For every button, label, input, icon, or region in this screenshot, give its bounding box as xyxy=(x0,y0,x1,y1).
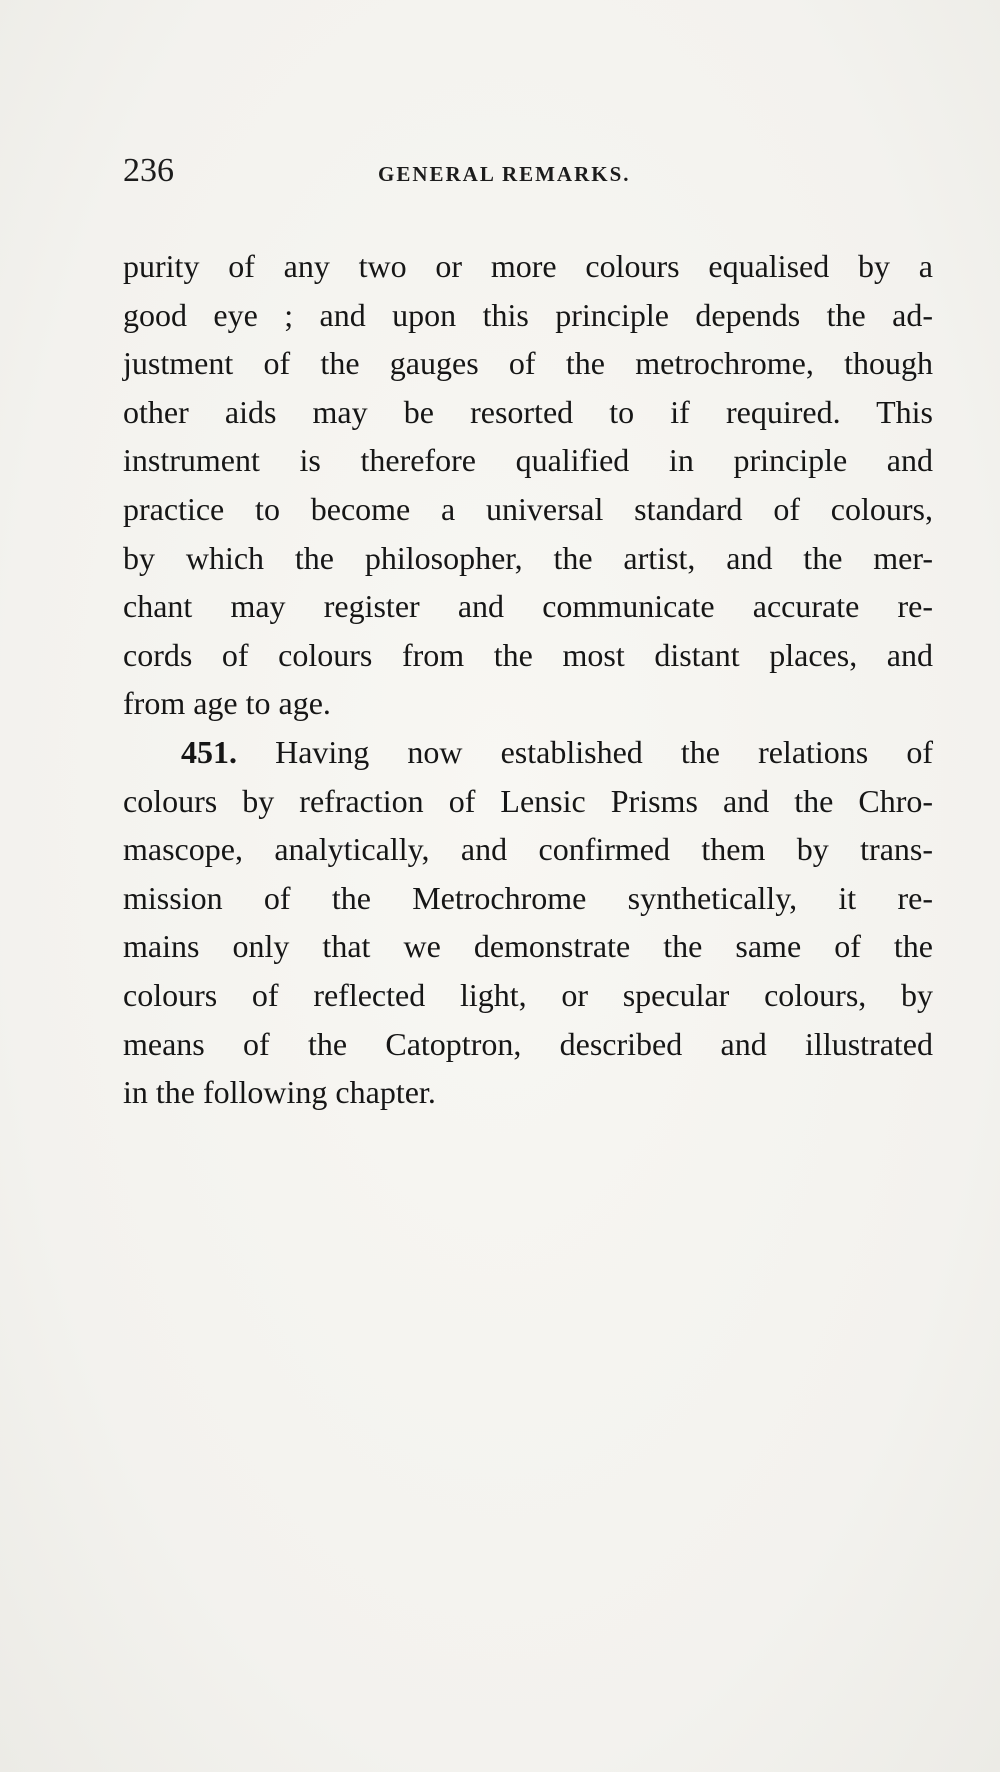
text-line: instrument is therefore qualified in principle and xyxy=(123,442,933,479)
paragraph-first-line-text: Having now established the relations of xyxy=(275,733,933,770)
text-line: by which the philosopher, the artist, and the mer- xyxy=(123,539,933,576)
paragraph-first-line xyxy=(123,728,933,777)
text-line: other aids may be resorted to if required. This xyxy=(123,393,933,430)
text-line: mission of the Metrochrome synthetically, it re- xyxy=(123,879,933,916)
body-text xyxy=(123,242,933,1117)
text-line: mains only that we demonstrate the same of the xyxy=(123,928,933,965)
text-line: chant may register and communicate accurate re- xyxy=(123,588,933,625)
text-line: practice to become a universal standard of colours, xyxy=(123,490,933,527)
paragraph-number: 451. xyxy=(181,733,237,770)
page-number: 236 xyxy=(123,152,174,189)
text-line: colours by refraction of Lensic Prisms and the Chro- xyxy=(123,782,933,819)
text-line: in the following chapter. xyxy=(123,1074,436,1111)
text-line: mascope, analytically, and confirmed them by trans- xyxy=(123,831,933,868)
text-line: good eye ; and upon this principle depends the ad- xyxy=(123,296,933,333)
text-line: means of the Catoptron, described and illustrated xyxy=(123,1025,933,1062)
running-head: GENERAL REMARKS. xyxy=(378,162,631,186)
text-line: cords of colours from the most distant places, and xyxy=(123,636,933,673)
text-line: colours of reflected light, or specular colours, by xyxy=(123,976,933,1013)
page-header xyxy=(123,152,933,196)
text-line: justment of the gauges of the metrochrome, though xyxy=(123,345,933,382)
text-line: from age to age. xyxy=(123,685,331,722)
text-line: purity of any two or more colours equalised by a xyxy=(123,248,933,284)
